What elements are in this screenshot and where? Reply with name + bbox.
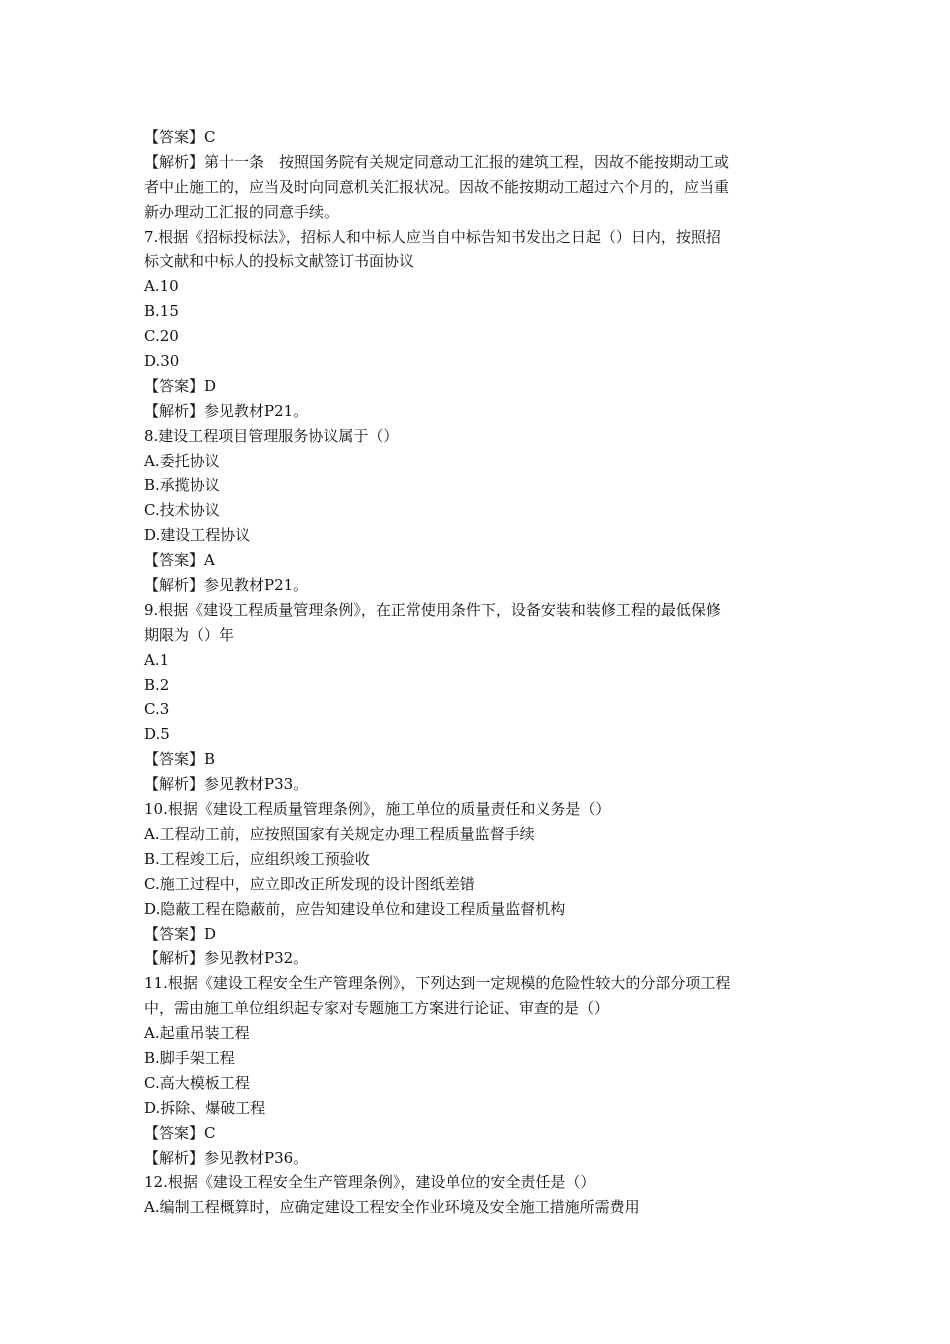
text-line: 【解析】参见教材P21。 xyxy=(144,576,309,595)
text-line: 中，需由施工单位组织起专家对专题施工方案进行论证、审查的是（） xyxy=(144,999,610,1018)
text-line: D.拆除、爆破工程 xyxy=(144,1098,266,1117)
text-line: D.建设工程协议 xyxy=(144,526,251,545)
text-line: 【解析】参见教材P32。 xyxy=(144,949,309,968)
text-line: 7.根据《招标投标法》，招标人和中标人应当自中标告知书发出之日起（）日内，按照招 xyxy=(144,227,721,246)
text-line: 【答案】B xyxy=(144,750,216,769)
text-line: 者中止施工的，应当及时向同意机关汇报状况。因故不能按期动工超过六个月的，应当重 xyxy=(144,177,730,196)
text-line: 【答案】C xyxy=(144,1123,216,1142)
text-line: 期限为（）年 xyxy=(144,625,235,644)
text-line: B.15 xyxy=(144,302,179,321)
text-line: C.3 xyxy=(144,700,170,719)
text-line: A.1 xyxy=(144,650,170,669)
text-line: 12.根据《建设工程安全生产管理条例》，建设单位的安全责任是（） xyxy=(144,1173,596,1192)
text-line: B.2 xyxy=(144,675,170,694)
text-line: C.施工过程中，应立即改正所发现的设计图纸差错 xyxy=(144,874,475,893)
text-line: 【解析】参见教材P36。 xyxy=(144,1148,309,1167)
text-line: C.高大模板工程 xyxy=(144,1073,250,1092)
text-line: A.委托协议 xyxy=(144,451,220,470)
text-line: 【解析】第十一条 按照国务院有关规定同意动工汇报的建筑工程，因故不能按期动工或 xyxy=(144,152,730,171)
text-line: 【解析】参见教材P33。 xyxy=(144,775,309,794)
text-line: A.起重吊装工程 xyxy=(144,1024,250,1043)
text-line: B.脚手架工程 xyxy=(144,1048,235,1067)
text-line: A.10 xyxy=(144,277,179,296)
text-line: 9.根据《建设工程质量管理条例》，在正常使用条件下，设备安装和装修工程的最低保修 xyxy=(144,600,721,619)
text-line: 【答案】D xyxy=(144,376,217,395)
text-line: 【答案】D xyxy=(144,924,217,943)
text-line: 【解析】参见教材P21。 xyxy=(144,401,309,420)
text-line: D.30 xyxy=(144,352,180,371)
text-line: C.20 xyxy=(144,327,179,346)
text-line: 10.根据《建设工程质量管理条例》，施工单位的质量责任和义务是（） xyxy=(144,800,611,819)
text-line: A.工程动工前，应按照国家有关规定办理工程质量监督手续 xyxy=(144,824,535,843)
text-line: D.隐蔽工程在隐蔽前，应告知建设单位和建设工程质量监督机构 xyxy=(144,899,566,918)
text-line: B.承揽协议 xyxy=(144,476,220,495)
text-line: 新办理动工汇报的同意手续。 xyxy=(144,202,340,221)
text-line: 【答案】C xyxy=(144,128,216,146)
document-body xyxy=(144,125,814,1220)
text-line: 8.建设工程项目管理服务协议属于（） xyxy=(144,426,399,445)
text-line: D.5 xyxy=(144,725,170,744)
text-line: A.编制工程概算时，应确定建设工程安全作业环境及安全施工措施所需费用 xyxy=(144,1198,640,1217)
text-line: 【答案】A xyxy=(144,551,215,570)
text-line: 11.根据《建设工程安全生产管理条例》，下列达到一定规模的危险性较大的分部分项工程 xyxy=(144,974,731,993)
text-line: C.技术协议 xyxy=(144,501,220,520)
text-line: B.工程竣工后，应组织竣工预验收 xyxy=(144,849,370,868)
text-line: 标文献和中标人的投标文献签订书面协议 xyxy=(144,252,415,271)
